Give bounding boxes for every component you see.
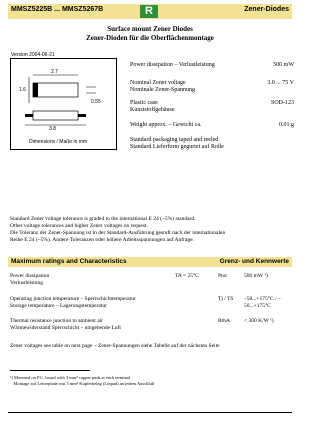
rating-temp-val: –50...+175°C / –50...+175°C xyxy=(244,296,281,309)
dim-top: 2.7 xyxy=(51,69,58,75)
spec-case: Plastic case Kunststoffgehäuse xyxy=(130,100,175,113)
rating-power: Power dissipation Verlustleistung xyxy=(10,273,50,286)
ratings-header xyxy=(8,257,292,267)
dim-mid: 3.8 xyxy=(49,126,56,132)
spec-case-value: SOD-123 xyxy=(270,100,294,106)
category-label: Zener-Diodes xyxy=(244,6,289,13)
part-range: MMSZ5225B ... MMSZ5267B xyxy=(11,6,104,13)
rating-temp: Operating junction temperature – Sperrschichttemperatur Storage temperature – Lagerungstemperatur xyxy=(10,296,136,309)
spec-weight: Weight approx. – Gewicht ca. xyxy=(130,122,202,128)
dim-left: 1.6 xyxy=(19,87,26,93)
package-drawing xyxy=(10,58,117,150)
title-en: Surface mount Zener Diodes xyxy=(107,25,193,33)
spec-weight-value: 0.01 g xyxy=(279,122,294,128)
spec-voltage-value: 3.0 ... 75 V xyxy=(267,80,294,86)
version-label: Version 2004-06-21 xyxy=(11,52,55,58)
brand-logo-icon: R xyxy=(140,5,158,18)
ratings-header-en: Maximum ratings and Characteristics xyxy=(11,258,127,265)
zener-table-note: Zener voltages see table on next page – Zener-Spannungen siehe Tabelle auf der nächsten Seite xyxy=(10,343,220,349)
dim-caption: Dimensions / Maße in mm xyxy=(29,139,88,145)
rating-thermal: Thermal resistance junction to ambient air Wärmewiderstand Sperrschicht – umgebende Luft xyxy=(10,318,121,331)
spec-packaging: Standard packaging taped and reeled Standard Lieferform gegurtet auf Rolle xyxy=(130,137,224,150)
rating-thermal-val: < 300 K/W ¹) xyxy=(244,318,274,324)
page-bottom-rule xyxy=(8,412,292,413)
ratings-header-de: Grenz- und Kennwerte xyxy=(219,258,289,265)
rating-temp-sym: Tj / TS xyxy=(218,296,234,302)
spec-voltage: Nominal Zener voltage Nominale Zener-Spannung xyxy=(130,80,196,93)
rating-power-sym: Ptot xyxy=(218,273,227,279)
footnote-divider xyxy=(10,370,90,371)
dim-right: 0.55 xyxy=(91,99,101,105)
tolerance-paragraph: Standard Zener voltage tolerance is graded to the international E 24 (~5%) standard. Other voltage tolerances and higher Zener voltages on request. Die Toleranz der Zener-Spannung ist in der Standard-Ausführung gestuft nach der internationalen Reihe E 24 (~5%). Andere Toleranzen oder höhere Arbeitsspannungen auf Anfrage. xyxy=(10,216,226,243)
title-de: Zener-Dioden für die Oberflächenmontage xyxy=(86,34,214,42)
rating-thermal-sym: RthA xyxy=(218,318,230,324)
rating-power-cond: TA = 25°C xyxy=(175,273,199,279)
spec-power: Power dissipation – Verlustleistung xyxy=(130,62,215,68)
spec-power-value: 500 mW xyxy=(273,62,294,68)
footnote: ¹) Mounted on P.C. board with 3 mm² copper pads at each terminal Montage auf Leiterplatte mit 3 mm² Kupferbelag (Lötpad) an jedem Anschluß xyxy=(10,375,155,386)
rating-power-val: 500 mW ¹) xyxy=(244,273,268,279)
